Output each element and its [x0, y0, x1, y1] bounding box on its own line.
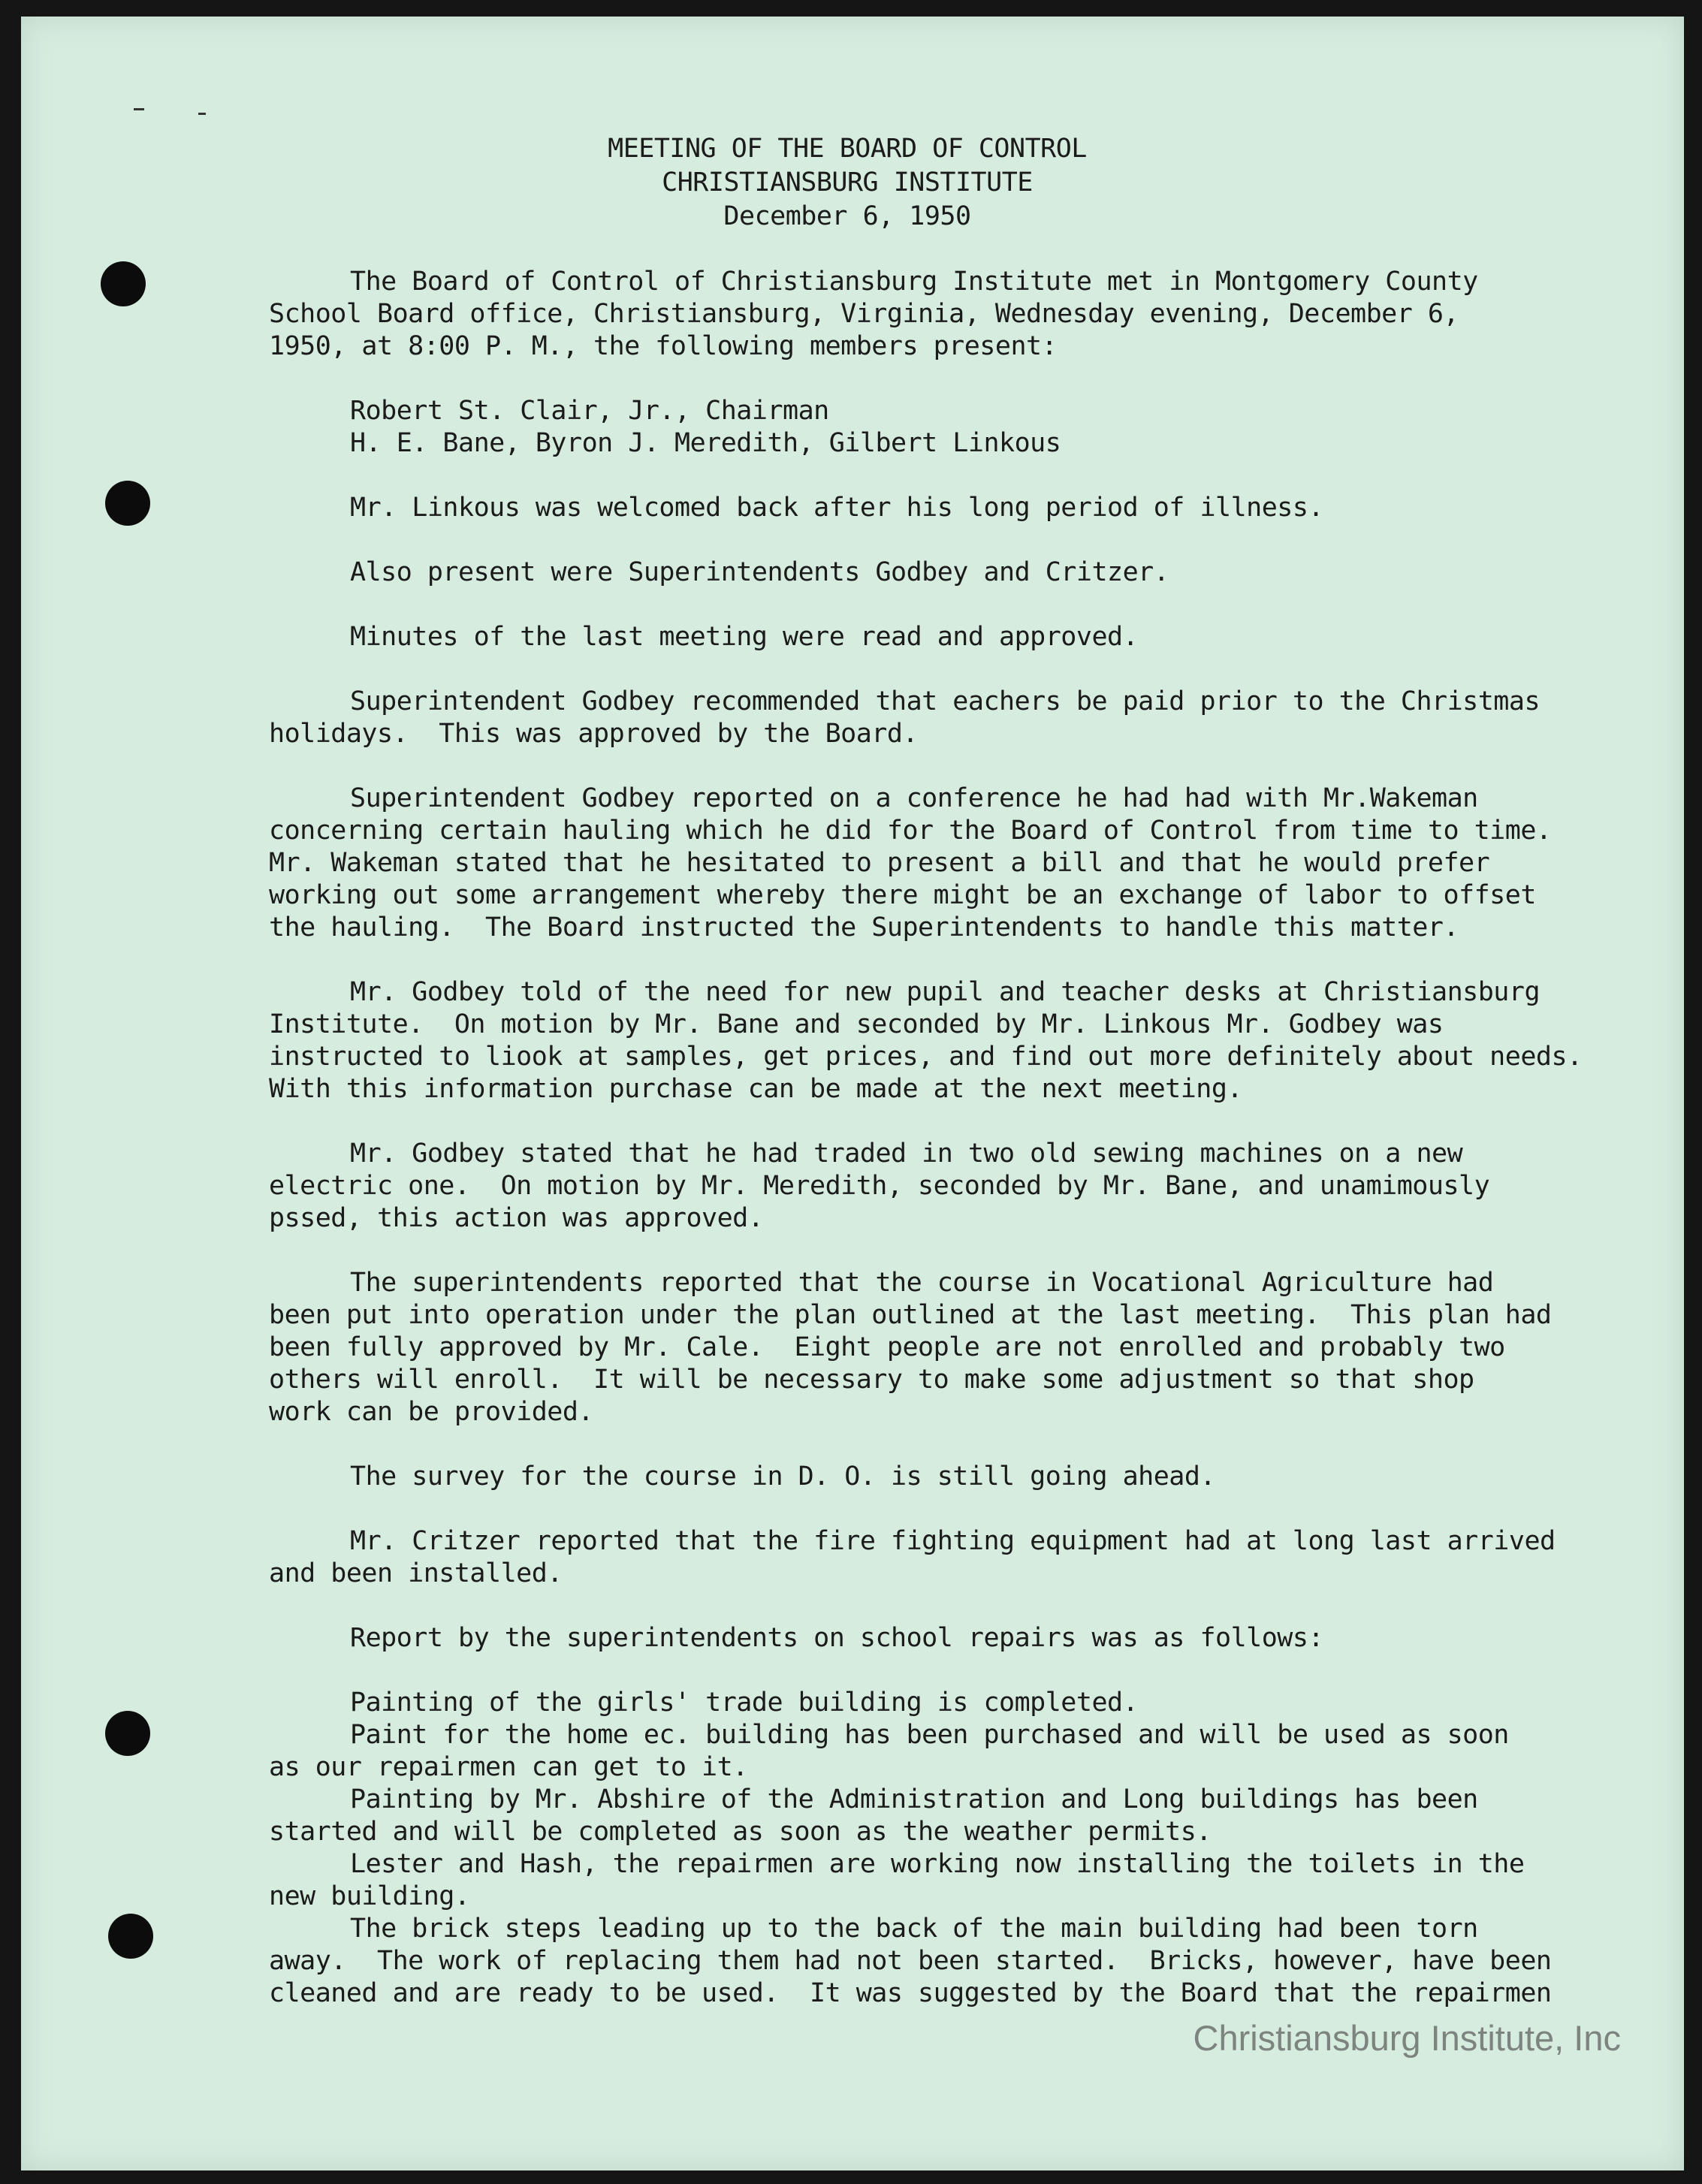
text-line: been fully approved by Mr. Cale. Eight people are not enrolled and probably two — [269, 1332, 1505, 1362]
text-line: pssed, this action was approved. — [269, 1203, 764, 1233]
repair-item — [269, 1784, 1643, 1848]
text-line: Minutes of the last meeting were read and approved. — [350, 622, 1139, 652]
text-line: new building. — [269, 1881, 470, 1911]
paper-mark — [198, 113, 206, 115]
text-line: The survey for the course in D. O. is still going ahead. — [350, 1462, 1216, 1492]
text-line: electric one. On motion by Mr. Meredith, seconded by Mr. Bane, and unamimously — [269, 1171, 1490, 1201]
text-line: been put into operation under the plan outlined at the last meeting. This plan had — [269, 1300, 1552, 1330]
minutes-body — [269, 266, 1643, 1655]
text-line: The Board of Control of Christiansburg Institute met in Montgomery County — [350, 267, 1478, 297]
paragraph — [269, 976, 1643, 1106]
paragraph — [269, 1622, 1643, 1655]
repair-item — [269, 1848, 1643, 1913]
paragraph — [269, 395, 1643, 460]
text-line: concerning certain hauling which he did for the Board of Control from time to time. — [269, 816, 1552, 846]
minutes-text — [269, 132, 1643, 2010]
punch-hole — [101, 261, 146, 306]
paragraph — [269, 621, 1643, 653]
punch-hole — [105, 481, 150, 526]
text-line: Robert St. Clair, Jr., Chairman — [350, 396, 829, 426]
text-line: the hauling. The Board instructed the Superintendents to handle this matter. — [269, 913, 1459, 943]
document-heading — [269, 132, 1426, 234]
text-line: The brick steps leading up to the back of the main building had been torn — [350, 1914, 1478, 1944]
text-line: Lester and Hash, the repairmen are working now installing the toilets in the — [350, 1849, 1525, 1879]
text-line: holidays. This was approved by the Board. — [269, 719, 919, 749]
text-line: instructed to liook at samples, get prices, and find out more definitely about needs. — [269, 1042, 1583, 1072]
paragraph — [269, 1267, 1643, 1428]
text-line: work can be provided. — [269, 1397, 594, 1427]
text-line: Mr. Godbey stated that he had traded in two old sewing machines on a new — [350, 1139, 1463, 1169]
paper-mark — [134, 108, 144, 110]
paragraph — [269, 1525, 1643, 1590]
watermark: Christiansburg Institute, Inc — [1193, 2018, 1621, 2058]
text-line: Institute. On motion by Mr. Bane and seconded by Mr. Linkous Mr. Godbey was — [269, 1009, 1444, 1039]
text-line: Painting of the girls' trade building is completed. — [350, 1688, 1139, 1718]
paragraph — [269, 557, 1643, 589]
paragraph — [269, 266, 1643, 363]
text-line: Mr. Linkous was welcomed back after his long period of illness. — [350, 493, 1324, 523]
text-line: Mr. Godbey told of the need for new pupil and teacher desks at Christiansburg — [350, 977, 1541, 1007]
text-line: With this information purchase can be made at the next meeting. — [269, 1074, 1243, 1104]
text-line: Report by the superintendents on school repairs was as follows: — [350, 1623, 1324, 1653]
text-line: as our repairmen can get to it. — [269, 1752, 748, 1782]
repair-item — [269, 1687, 1643, 1719]
text-line: and been installed. — [269, 1558, 563, 1588]
text-line: Superintendent Godbey reported on a conference he had had with Mr.Wakeman — [350, 783, 1478, 813]
text-line: 1950, at 8:00 P. M., the following members present: — [269, 331, 1058, 361]
text-line: Mr. Wakeman stated that he hesitated to present a bill and that he would prefer — [269, 848, 1490, 878]
text-line: Superintendent Godbey recommended that eachers be paid prior to the Christmas — [350, 686, 1541, 716]
text-line: Mr. Critzer reported that the fire fighting equipment had at long last arrived — [350, 1526, 1556, 1556]
heading-line-date: December 6, 1950 — [723, 201, 971, 231]
paragraph — [269, 1138, 1643, 1235]
text-line: away. The work of replacing them had not been started. Bricks, however, have been — [269, 1946, 1552, 1976]
paragraph — [269, 1461, 1643, 1493]
repair-item — [269, 1719, 1643, 1784]
heading-line-title: MEETING OF THE BOARD OF CONTROL — [608, 134, 1087, 164]
punch-hole — [108, 1914, 153, 1959]
repairs-report — [269, 1687, 1643, 2010]
paragraph — [269, 492, 1643, 524]
text-line: Paint for the home ec. building has been purchased and will be used as soon — [350, 1720, 1509, 1750]
text-line: H. E. Bane, Byron J. Meredith, Gilbert Linkous — [350, 428, 1061, 458]
paragraph — [269, 783, 1643, 944]
repair-item — [269, 1913, 1643, 2010]
text-line: others will enroll. It will be necessary to make some adjustment so that shop — [269, 1365, 1474, 1395]
text-line: started and will be completed as soon as the weather permits. — [269, 1817, 1212, 1847]
heading-line-institution: CHRISTIANSBURG INSTITUTE — [662, 167, 1033, 198]
text-line: cleaned and are ready to be used. It was suggested by the Board that the repairmen — [269, 1978, 1552, 2008]
text-line: The superintendents reported that the course in Vocational Agriculture had — [350, 1268, 1494, 1298]
text-line: Also present were Superintendents Godbey and Critzer. — [350, 557, 1169, 587]
punch-hole — [105, 1711, 150, 1756]
paragraph — [269, 686, 1643, 750]
text-line: School Board office, Christiansburg, Virginia, Wednesday evening, December 6, — [269, 299, 1459, 329]
text-line: Painting by Mr. Abshire of the Administration and Long buildings has been — [350, 1784, 1478, 1814]
text-line: working out some arrangement whereby there might be an exchange of labor to offset — [269, 880, 1536, 910]
